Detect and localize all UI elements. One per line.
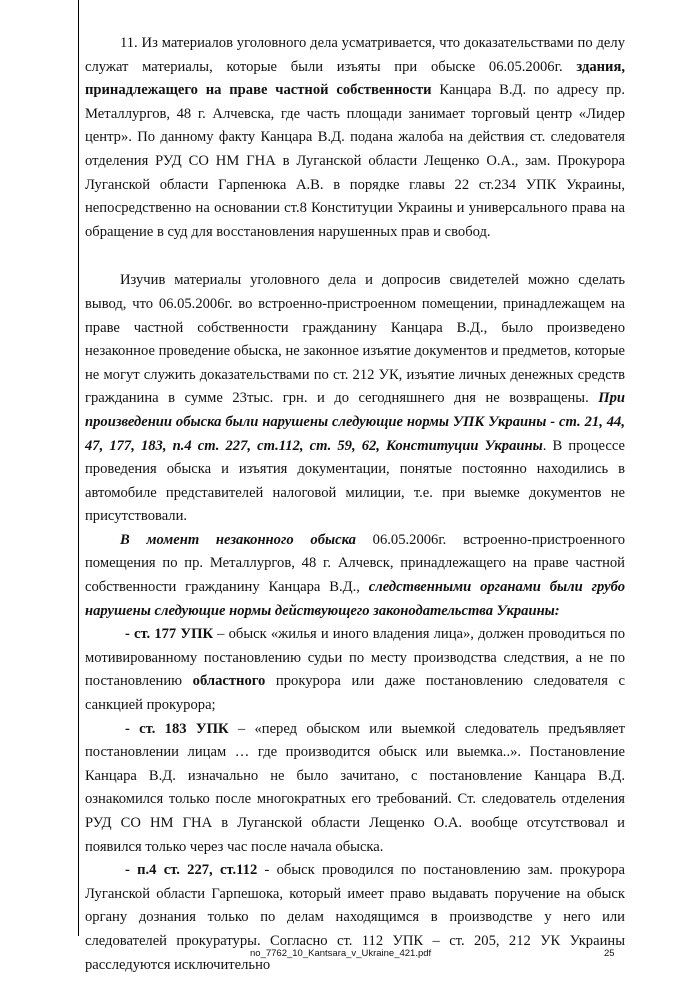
bold-italic-text-run: следственными органами были грубо нарушены следующие нормы действующего законодательства Украины: [85, 579, 625, 619]
paragraph-article-227-112 [85, 859, 625, 977]
page-number: 25 [604, 948, 615, 959]
text-run: 11. Из материалов уголовного дела усматривается, что доказательствами по делу служат материалы, которые были изъяты при обыске 06.05.2006г. [85, 35, 625, 75]
bold-text-run: - ст. 177 УПК [125, 626, 214, 643]
paragraph-search-conclusion [85, 269, 625, 529]
text-run: Канцара В.Д. по адресу пр. Металлургов, 48 г. Алчевска, где часть площади занимает торговый центр «Лидер центр». По данному факту Канцара В.Д. подана жалоба на действия ст. следователя отделения РУД СО НМ ГНА в Луганской области Лещенко О.А., зам. Прокурора Луганской области Гарпенюка А.В. в порядке главы 22 ст.234 УПК Украины, непосредственно на основании ст.8 Конституции Украины и универсального права на обращение в суд для восстановления нарушенных прав и свобод. [85, 82, 626, 240]
left-margin-line [78, 0, 79, 936]
text-run: . В процессе проведения обыска и изъятия документации, понятые постоянно находились в автомобиле представителей налоговой милиции, т.е. при выемке документов не присутствовали. [85, 437, 625, 525]
paragraph-article-183 [85, 718, 625, 860]
bold-italic-text-run: При произведении обыска были нарушены следующие нормы УПК Украины - ст. 21, 44, 47, 177, 183, п.4 ст. 227, ст.112, ст. 59, 62, Конституции Украины [85, 390, 625, 454]
footer-filename: no_7762_10_Kantsara_v_Ukraine_421.pdf [250, 948, 432, 959]
paragraph-article-177 [85, 623, 625, 717]
text-run: прокурора или даже постановлению следователя с санкцией прокурора; [85, 673, 625, 714]
bold-italic-text-run: В момент незаконного обыска [120, 531, 356, 548]
bold-text-run: - ст. 183 УПК [125, 720, 229, 737]
bold-text-run: областного [192, 673, 266, 690]
bold-text-run: здания, принадлежащего на праве частной собственности [85, 58, 625, 99]
paragraph-illegal-search-moment [85, 529, 625, 623]
text-run: - обыск проводился по постановлению зам. прокурора Луганской области Гарпешока, который имеет право выдавать поручение на обыск органу дознания только по делам находящимся в производстве у него или следователей прокуратуры. Согласно ст. 112 УПК – ст. 205, 212 УК Украины расследуются исключительно [85, 862, 626, 973]
text-run: – обыск «жилья и иного владения лица», должен проводиться по мотивированному постановлению судьи по месту производства следствия, а не по постановлению [85, 626, 625, 690]
bold-text-run: - п.4 ст. 227, ст.112 [125, 862, 258, 879]
paragraph-11-evidence [85, 32, 625, 244]
text-run: – «перед обыском или выемкой следователь предъявляет постановлении лицам … где производится обыск или выемка..». Постановление Канцара В.Д. изначально не было зачитано, с постановление Канцара В.Д. ознакомился только после многократных его требований. Ст. следователь отделения РУД СО НМ ГНА в Луганской области Лещенко О.А. вообще отсутствовал и появился только через час после начала обыска. [85, 720, 625, 855]
text-run: 06.05.2006г. встроенно-пристроенного помещения по пр. Металлургов, 48 г. Алчевск, принадлежащего на праве частной собственности гражданину Канцара В.Д., [85, 531, 625, 596]
document-body [85, 32, 625, 977]
text-run: Изучив материалы уголовного дела и допросив свидетелей можно сделать вывод, что 06.05.2006г. во встроенно-пристроенном помещении, принадлежащем на праве частной собственности гражданину Канцара В.Д., было произведено незаконное проведение обыска, не законное изъятие документов и предметов, которые не могут служить доказательствами по ст. 212 УК, изъятие личных денежных средств гражданина в сумме 23тыс. грн. и до сегодняшнего дня не возвращены. [85, 272, 625, 407]
